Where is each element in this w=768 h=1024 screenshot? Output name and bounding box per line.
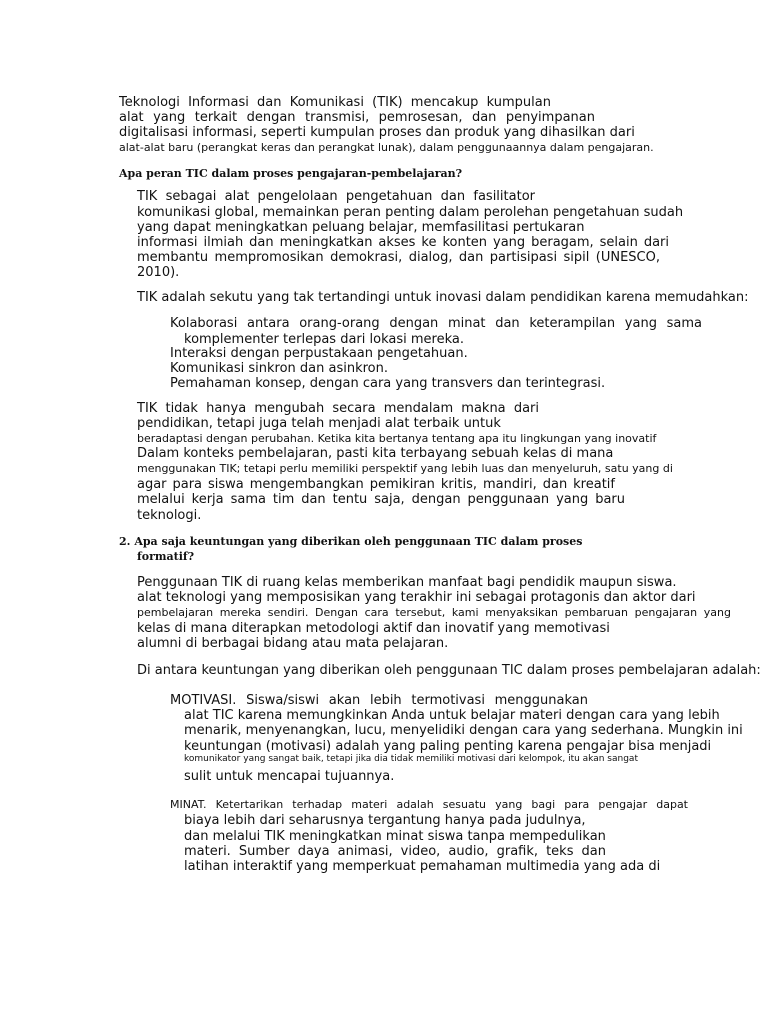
body-line: menggunakan TIK; tetapi perlu memiliki perspektif yang lebih luas dan menyeluruh, satu yang di — [137, 462, 673, 475]
body-line: Penggunaan TIK di ruang kelas memberikan manfaat bagi pendidik maupun siswa. — [137, 575, 677, 590]
intro-line: alat yang terkait dengan transmisi, pemrosesan, dan penyimpanan — [119, 110, 595, 125]
body-line: yang dapat meningkatkan peluang belajar, memfasilitasi pertukaran — [137, 220, 585, 235]
list-item — [160, 361, 388, 376]
list-item-text: Komunikasi sinkron dan asinkron. — [170, 361, 388, 376]
list-item-continuation: dan melalui TIK meningkatkan minat siswa tanpa mempedulikan — [184, 829, 606, 844]
body-line: beradaptasi dengan perubahan. Ketika kita bertanya tentang apa itu lingkungan yang inovatif — [137, 432, 657, 445]
list-item — [160, 693, 588, 708]
body-line: Di antara keuntungan yang diberikan oleh penggunaan TIC dalam proses pembelajaran adalah: — [137, 663, 761, 678]
body-line: 2010). — [137, 265, 180, 280]
intro-line: Teknologi Informasi dan Komunikasi (TIK) mencakup kumpulan — [119, 95, 551, 110]
list-item — [160, 376, 605, 391]
body-line: pendidikan, tetapi juga telah menjadi alat terbaik untuk — [137, 416, 501, 431]
bullet-icon — [160, 316, 170, 331]
body-line: agar para siswa mengembangkan pemikiran kritis, mandiri, dan kreatif — [137, 477, 615, 492]
body-line: TIK sebagai alat pengelolaan pengetahuan dan fasilitator — [137, 189, 535, 204]
list-item-continuation: materi. Sumber daya animasi, video, audio, grafik, teks dan — [184, 844, 606, 859]
body-line: kelas di mana diterapkan metodologi aktif dan inovatif yang memotivasi — [137, 621, 610, 636]
list-item-text: Interaksi dengan perpustakaan pengetahuan. — [170, 346, 468, 361]
list-item-text: MOTIVASI. Siswa/siswi akan lebih termotivasi menggunakan — [170, 693, 588, 708]
list-item-continuation: alat TIC karena memungkinkan Anda untuk belajar materi dengan cara yang lebih — [184, 708, 720, 723]
list-item-continuation: menarik, menyenangkan, lucu, menyelidiki dengan cara yang sederhana. Mungkin ini — [184, 723, 743, 738]
list-item-continuation: sulit untuk mencapai tujuannya. — [184, 769, 395, 784]
bullet-icon — [160, 693, 170, 708]
list-item-continuation: biaya lebih dari seharusnya tergantung hanya pada judulnya, — [184, 813, 586, 828]
list-item-text: MINAT. Ketertarikan terhadap materi adalah sesuatu yang bagi para pengajar dapat — [170, 798, 688, 811]
list-item — [160, 346, 468, 361]
section-heading: 2. Apa saja keuntungan yang diberikan oleh penggunaan TIC dalam proses — [119, 535, 583, 548]
body-line: alat teknologi yang memposisikan yang terakhir ini sebagai protagonis dan aktor dari — [137, 590, 696, 605]
bullet-icon — [160, 798, 170, 811]
list-item-text: Kolaborasi antara orang-orang dengan minat dan keterampilan yang sama — [170, 316, 702, 331]
list-item-text: Pemahaman konsep, dengan cara yang transvers dan terintegrasi. — [170, 376, 606, 391]
section-heading: formatif? — [137, 550, 195, 563]
list-item-continuation: komplementer terlepas dari lokasi mereka. — [184, 332, 464, 347]
body-line: pembelajaran mereka sendiri. Dengan cara tersebut, kami menyaksikan pembaruan pengajaran yang — [137, 606, 731, 619]
body-line: teknologi. — [137, 508, 202, 523]
list-item-continuation: komunikator yang sangat baik, tetapi jika dia tidak memiliki motivasi dari kelompok, itu akan sangat — [184, 754, 638, 764]
intro-line: alat-alat baru (perangkat keras dan perangkat lunak), dalam penggunaannya dalam pengajaran. — [119, 141, 654, 154]
body-line: komunikasi global, memainkan peran penting dalam perolehan pengetahuan sudah — [137, 205, 684, 220]
body-line: melalui kerja sama tim dan tentu saja, dengan penggunaan yang baru — [137, 492, 625, 507]
body-line: alumni di berbagai bidang atau mata pelajaran. — [137, 636, 449, 651]
body-line: TIK tidak hanya mengubah secara mendalam makna dari — [137, 401, 539, 416]
list-item — [160, 316, 702, 331]
body-line: TIK adalah sekutu yang tak tertandingi untuk inovasi dalam pendidikan karena memudahkan: — [137, 290, 749, 305]
list-item-continuation: keuntungan (motivasi) adalah yang paling penting karena pengajar bisa menjadi — [184, 739, 712, 754]
body-line: Dalam konteks pembelajaran, pasti kita terbayang sebuah kelas di mana — [137, 446, 614, 461]
list-item — [160, 798, 688, 811]
body-line: informasi ilmiah dan meningkatkan akses ke konten yang beragam, selain dari — [137, 235, 669, 250]
list-item-continuation: latihan interaktif yang memperkuat pemahaman multimedia yang ada di — [184, 859, 661, 874]
body-line: membantu mempromosikan demokrasi, dialog, dan partisipasi sipil (UNESCO, — [137, 250, 660, 265]
intro-line: digitalisasi informasi, seperti kumpulan proses dan produk yang dihasilkan dari — [119, 125, 635, 140]
section-heading: Apa peran TIC dalam proses pengajaran-pembelajaran? — [119, 167, 463, 180]
